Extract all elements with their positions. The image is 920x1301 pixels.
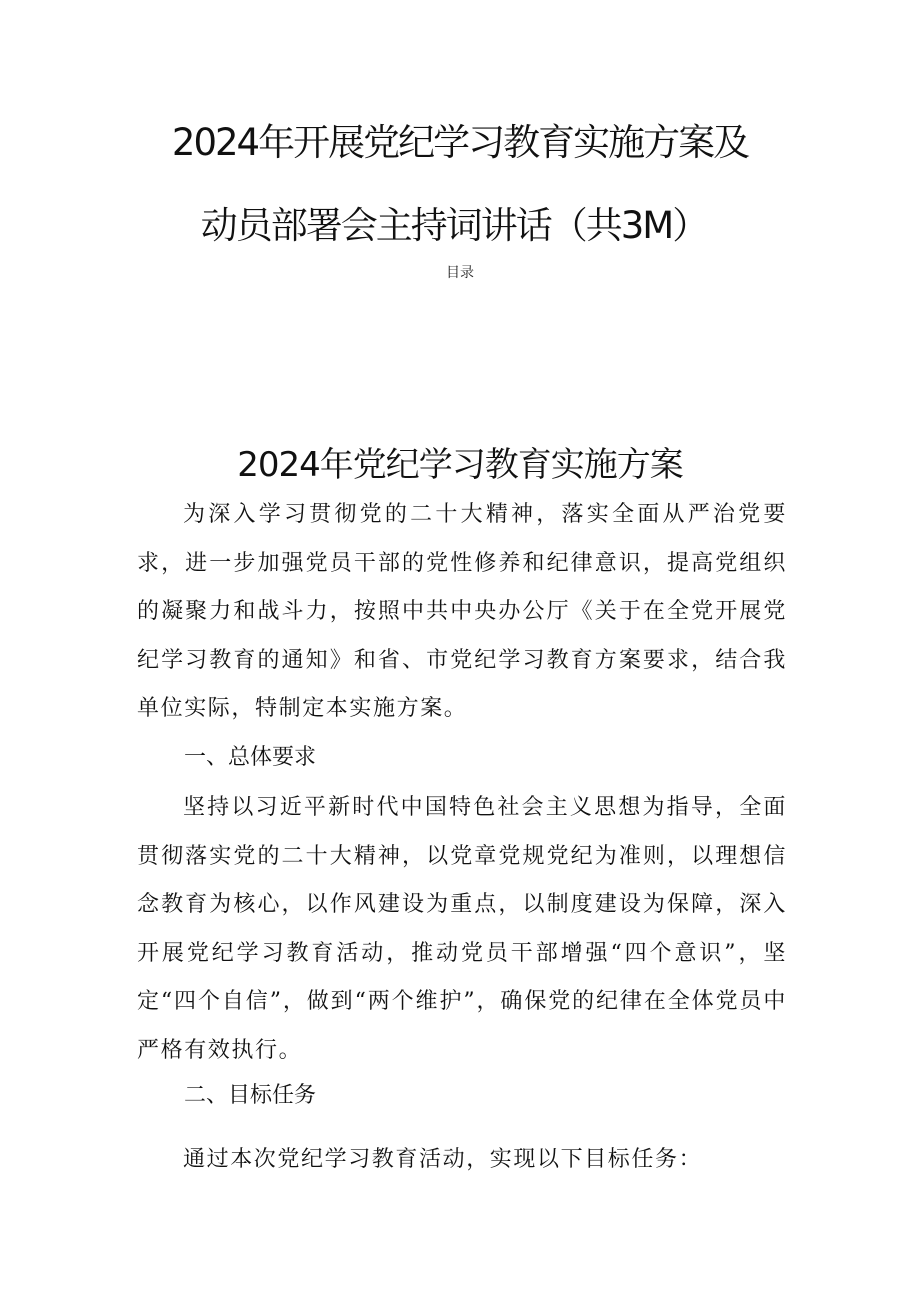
section-heading-general-requirements: 一、总体要求 [184, 745, 317, 770]
document-main-title-line-1: 2024年开展党纪学习教育实施方案及 [171, 121, 749, 164]
goals-tasks-paragraph: 通过本次党纪学习教育活动，实现以下目标任务： [183, 1147, 703, 1172]
document-main-title-line-2: 动员部署会主持词讲话（共3M） [200, 204, 708, 247]
intro-paragraph: 为深入学习贯彻党的二十大精神，落实全面从严治党要求，进一步加强党员干部的党性修养和纪律意识，提高党组织的凝聚力和战斗力，按照中共中央办公厅《关于在全党开展党纪学习教育的通知》和省、市党纪学习教育方案要求，结合我单位实际，特制定本实施方案。 [137, 502, 787, 721]
section-heading-goals-tasks: 二、目标任务 [184, 1083, 317, 1108]
general-requirements-paragraph: 坚持以习近平新时代中国特色社会主义思想为指导，全面贯彻落实党的二十大精神，以党章党规党纪为准则，以理想信念教育为核心，以作风建设为重点，以制度建设为保障，深入开展党纪学习教育活动，推动党员干部增强“四个意识”，坚定“四个自信”，做到“两个维护”，确保党的纪律在全体党员中严格有效执行。 [137, 795, 787, 1063]
section-document-title: 2024年党纪学习教育实施方案 [237, 445, 683, 485]
table-of-contents-label: 目录 [446, 265, 474, 281]
